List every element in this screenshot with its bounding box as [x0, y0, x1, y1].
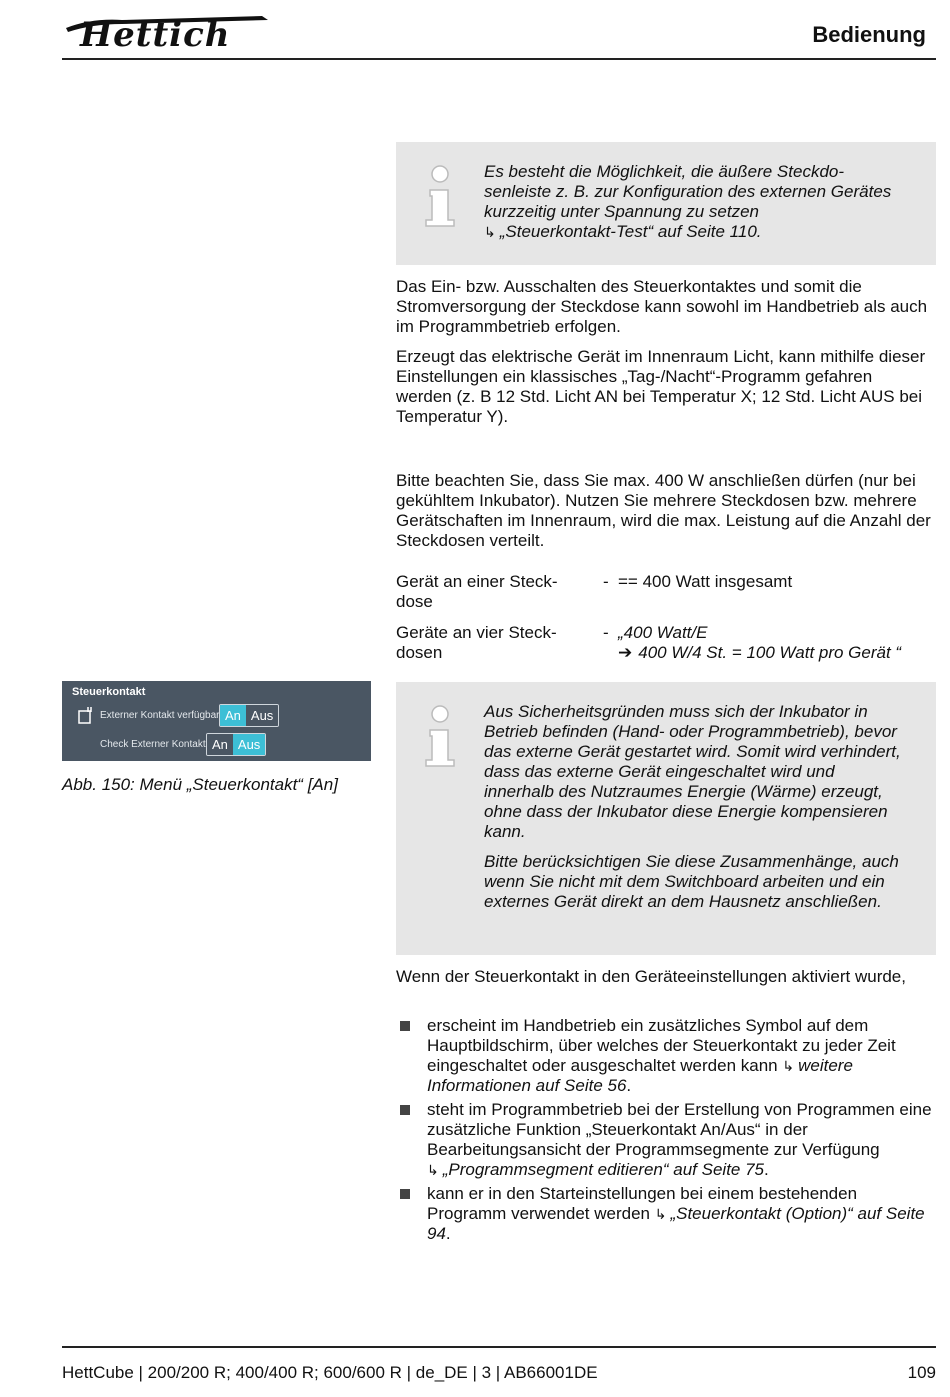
logo-text: Hettich	[80, 15, 231, 50]
definition-value: „400 Watt/E	[618, 623, 708, 642]
paragraph-3: Bitte beachten Sie, dass Sie max. 400 W anschließen dürfen (nur bei gekühltem Inkubator). Nutzen Sie mehrere Steckdosen bzw. mehrere Gerätschaften im Innenraum, wird die max. Leistung auf die Anzahl der Steckdosen verteilt.	[396, 471, 931, 550]
list-item-text: steht im Programmbetrieb bei der Erstellung von Programmen eine zusätzliche Funktion „Steuerkontakt An/Aus“ in der Bearbeitungsansicht der Programmsegmente zur Verfügung	[427, 1100, 932, 1159]
section-title: Bedienung	[812, 22, 926, 47]
definition-term: Gerät an einer Steck-dose	[396, 572, 558, 611]
figure-caption: Abb. 150: Menü „Steuerkontakt“ [An]	[62, 775, 338, 794]
toggle-on-option[interactable]: An	[207, 734, 233, 755]
list-item-link[interactable]: weitere Informationen auf Seite 56	[427, 1056, 853, 1095]
toggle-on-option[interactable]: An	[220, 705, 246, 726]
list-item-link[interactable]: „Steuerkontakt (Option)“ auf Seite 94	[427, 1204, 925, 1243]
menu-title: Steuerkontakt	[72, 686, 146, 698]
info-box-1	[396, 142, 936, 265]
header-rule	[62, 58, 936, 60]
list-item	[396, 1184, 936, 1244]
footer-text: HettCube | 200/200 R; 400/400 R; 600/600 R | de_DE | 3 | AB66001DE	[62, 1363, 598, 1382]
list-item-end: .	[764, 1160, 769, 1179]
bullet-square-icon	[400, 1021, 410, 1031]
link-arrow-icon: ↳	[427, 1162, 439, 1178]
toggle-off-option[interactable]: Aus	[233, 734, 265, 755]
info-2-paragraph-1: Aus Sicherheitsgründen muss sich der Inkubator in Betrieb befinden (Hand- oder Programmbetrieb), bevor das externe Gerät gestartet wird. Somit wird verhindert, dass das externe Gerät eingeschaltet wird und innerhalb des Nutzraumes Energie (Wärme) erzeugt, ohne dass der Inkubator diese Energie kompensieren kann.	[484, 702, 901, 841]
footer-rule	[62, 1346, 936, 1348]
definition-term: Geräte an vier Steck-dosen	[396, 623, 557, 662]
link-arrow-icon: ↳	[782, 1058, 795, 1074]
link-arrow-icon: ↳	[654, 1206, 667, 1222]
info-icon	[420, 164, 460, 228]
arrow-right-icon: ➔	[618, 643, 633, 662]
bullet-square-icon	[400, 1105, 410, 1115]
link-arrow-icon: ↳	[484, 224, 496, 240]
paragraph-1: Das Ein- bzw. Ausschalten des Steuerkontaktes und somit die Stromversorgung der Steckdose kann sowohl im Handbetrieb als auch im Programmbetrieb erfolgen.	[396, 277, 928, 336]
definition-value-2: 400 W/4 St. = 100 Watt pro Gerät “	[638, 643, 902, 662]
hettich-logo	[62, 6, 272, 50]
definition-row-1	[396, 572, 936, 616]
row-label-check-contact: Check Externer Kontakt	[100, 739, 206, 750]
info-box-2	[396, 682, 936, 955]
paragraph-2: Erzeugt das elektrische Gerät im Innenraum Licht, kann mithilfe dieser Einstellungen ein klassisches „Tag-/Nacht“-Programm gefahren werden (z. B 12 Std. Licht AN bei Temperatur X; 12 Std. Licht AUS bei Temperatur Y).	[396, 347, 926, 426]
definition-value: == 400 Watt insgesamt	[618, 572, 793, 591]
page-number: 109	[907, 1363, 936, 1382]
bullet-square-icon	[400, 1189, 410, 1199]
list-item	[396, 1100, 936, 1180]
list-item-text: erscheint im Handbetrieb ein zusätzliches Symbol auf dem Hauptbildschirm, über welches der Steuerkontakt zu jeder Zeit eingeschaltet oder ausgeschaltet werden kann	[427, 1016, 896, 1075]
info-1-link[interactable]: „Steuerkontakt-Test“ auf Seite 110.	[499, 222, 762, 241]
bullet-list	[396, 1016, 936, 1248]
paragraph-4: Wenn der Steuerkontakt in den Geräteeinstellungen aktiviert wurde,	[396, 967, 906, 986]
info-icon	[420, 704, 460, 768]
info-1-text: Es besteht die Möglichkeit, die äußere Steckdo-senleiste z. B. zur Konfiguration des externen Gerätes kurzzeitig unter Spannung zu setzen	[484, 162, 892, 221]
plug-icon	[78, 706, 94, 724]
list-item-end: .	[445, 1224, 451, 1243]
list-item-end: .	[626, 1076, 632, 1095]
definition-dash: -	[603, 572, 609, 591]
toggle-external-contact[interactable]	[219, 704, 279, 727]
toggle-off-option[interactable]: Aus	[246, 705, 278, 726]
row-label-external-contact: Externer Kontakt verfügbar	[100, 710, 220, 721]
list-item	[396, 1016, 936, 1096]
definition-row-2	[396, 623, 936, 667]
steuerkontakt-menu	[62, 681, 371, 761]
toggle-check-contact[interactable]	[206, 733, 266, 756]
definition-dash: -	[603, 623, 609, 642]
info-2-paragraph-2: Bitte berücksichtigen Sie diese Zusammenhänge, auch wenn Sie nicht mit dem Switchboard arbeiten und ein externes Gerät direkt an dem Hausnetz anschließen.	[484, 852, 899, 911]
list-item-text: kann er in den Starteinstellungen bei einem bestehenden Programm verwendet werden	[427, 1184, 858, 1223]
list-item-link[interactable]: „Programmsegment editieren“ auf Seite 75	[442, 1160, 764, 1179]
